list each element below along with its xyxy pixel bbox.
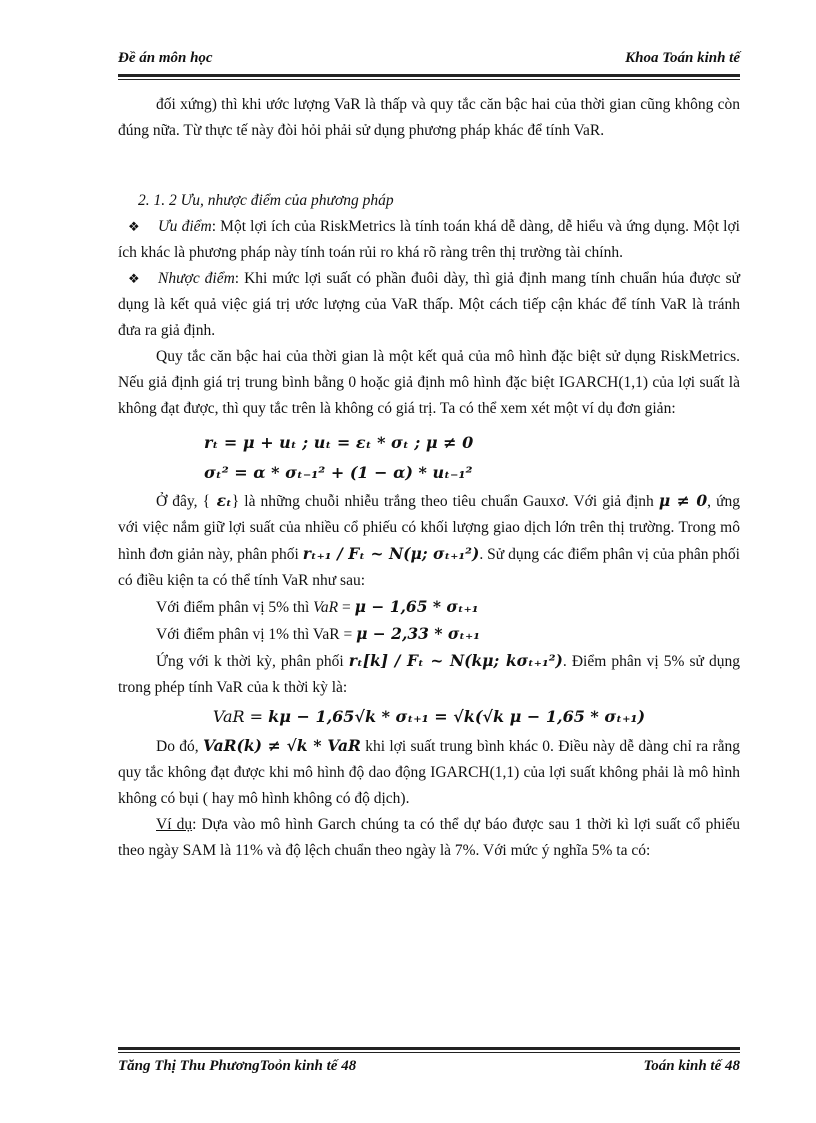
- var-lhs: VaR =: [212, 707, 269, 726]
- disadvantage-text: : Khi mức lợi suất có phần đuôi dày, thì giả định mang tính chuẩn húa được sử dụng là kết quả việc giá trị ước lượng của VaR thấp. Một cách tiếp cận khác để tính VaR là tránh đưa ra giả định.: [118, 270, 740, 339]
- text-fragment: Với điểm phân vị 5% thì: [156, 599, 314, 616]
- text-fragment: Do đó,: [156, 738, 203, 755]
- quantile-5-line: [118, 594, 740, 621]
- header-left: Đề án môn học: [118, 50, 213, 66]
- page-header: [118, 50, 740, 72]
- page-body: [118, 92, 740, 864]
- advantage-text: : Một lợi ích của RiskMetrics là tính toán khá dễ dàng, dễ hiểu và ứng dụng. Một lợi ích khác là phương pháp này tính toán rủi ro khá rõ ràng trên thị trường tài chính.: [118, 218, 740, 261]
- paragraph-therefore: [118, 733, 740, 812]
- equation-var-k: [118, 701, 740, 733]
- text-fragment: . Điểm phân vị 5% sử dụng trong phép tính VaR của k thời kỳ là:: [118, 653, 741, 696]
- mu-condition: μ ≠ 0: [658, 491, 708, 510]
- diamond-bullet-icon: ❖: [128, 219, 140, 234]
- text-fragment: Ở đây, {: [156, 493, 211, 510]
- footer-rule-thin: [118, 1052, 740, 1053]
- example-label: Ví dụ: [156, 816, 193, 833]
- advantage-label: Ưu điểm: [158, 218, 212, 235]
- text-fragment: =: [338, 599, 355, 616]
- bullet-disadvantage: [118, 266, 740, 344]
- diamond-bullet-icon: ❖: [128, 271, 140, 286]
- var-k-formula: kμ − 1,65√k * σₜ₊₁ = √k(√k μ − 1,65 * σₜ₊₁): [268, 707, 646, 726]
- paragraph-k-periods: [118, 648, 740, 701]
- header-right: Khoa Toán kinh tế: [625, 50, 740, 66]
- footer-right: Toán kinh tế 48: [643, 1058, 740, 1074]
- paragraph-example: [118, 812, 740, 864]
- text-fragment: Ứng với k thời kỳ, phân phối: [156, 653, 349, 670]
- paragraph-here: [118, 488, 740, 594]
- text-fragment: khi lợi suất trung bình khác 0. Điều này dễ dàng chỉ ra rằng quy tắc không đạt được khi mô hình độ dao động IGARCH(1,1) của lợi suất không phải là mô hình không có bụi ( hay mô hình không có độ dịch).: [118, 738, 740, 807]
- bullet-advantage: [118, 214, 740, 266]
- equation-variance: σₜ² = α * σₜ₋₁² + (1 − α) * uₜ₋₁²: [204, 463, 473, 482]
- quantile-1-line: [118, 621, 740, 648]
- text-fragment: : Dựa vào mô hình Garch chúng ta có thể dự báo được sau 1 thời kì lợi suất cổ phiếu theo ngày SAM là 11% và độ lệch chuẩn theo ngày là 7%. Với mức ý nghĩa 5% ta có:: [118, 816, 741, 859]
- text-fragment: Với điểm phân vị 1% thì VaR =: [156, 626, 357, 643]
- text-fragment: , ứng với việc nắm giữ lợi suất của nhiều cổ phiếu có khối lượng giao dịch lớn trên thị trường. Trong mô hình đơn giản này, phân phối: [118, 493, 740, 563]
- footer-left: Tăng Thị Thu PhươngToỏn kinh tế 48: [118, 1058, 357, 1074]
- var-symbol: VaR: [313, 599, 339, 616]
- header-rule: [118, 74, 740, 77]
- k-distribution-formula: rₜ[k] / Fₜ ~ N(kμ; kσₜ₊₁²): [348, 651, 563, 670]
- epsilon-symbol: εₜ: [210, 491, 232, 510]
- disadvantage-label: Nhược điểm: [158, 270, 235, 287]
- text-fragment: . Sử dụng các điểm phân vị của phân phối có điều kiện ta có thể tính VaR như sau:: [118, 546, 740, 589]
- equation-model: rₜ = μ + uₜ ; uₜ = εₜ * σₜ ; μ ≠ 0: [204, 433, 474, 452]
- paragraph-intro: đối xứng) thì khi ước lượng VaR là thấp và quy tắc căn bậc hai của thời gian cũng không còn đúng nữa. Từ thực tế này đòi hỏi phải sử dụng phương pháp khác để tính VaR.: [118, 96, 740, 139]
- footer-rule: [118, 1047, 740, 1050]
- distribution-formula: rₜ₊₁ / Fₜ ~ N(μ; σₜ₊₁²): [302, 544, 480, 563]
- quantile-5-formula: μ − 1,65 * σₜ₊₁: [354, 597, 479, 616]
- quantile-1-formula: μ − 2,33 * σₜ₊₁: [356, 624, 480, 643]
- header-rule-thin: [118, 79, 740, 80]
- paragraph-rule: Quy tắc căn bậc hai của thời gian là một kết quả của mô hình đặc biệt sử dụng RiskMetrics. Nếu giả định giá trị trung bình bằng 0 hoặc giả định mô hình đặc biệt IGARCH(1,1) của lợi suất là không đạt được, thì quy tắc trên là không có giá trị. Ta có thể xem xét một ví dụ đơn giản:: [118, 348, 740, 417]
- section-title: 2. 1. 2 Ưu, nhược điểm của phương pháp: [138, 192, 394, 209]
- var-k-inequality: VaR(k) ≠ √k * VaR: [202, 736, 361, 755]
- text-fragment: } là những chuỗi nhiễu trắng theo tiêu chuẩn Gauxơ. Với giả định: [231, 493, 659, 510]
- page-footer: [118, 1058, 740, 1080]
